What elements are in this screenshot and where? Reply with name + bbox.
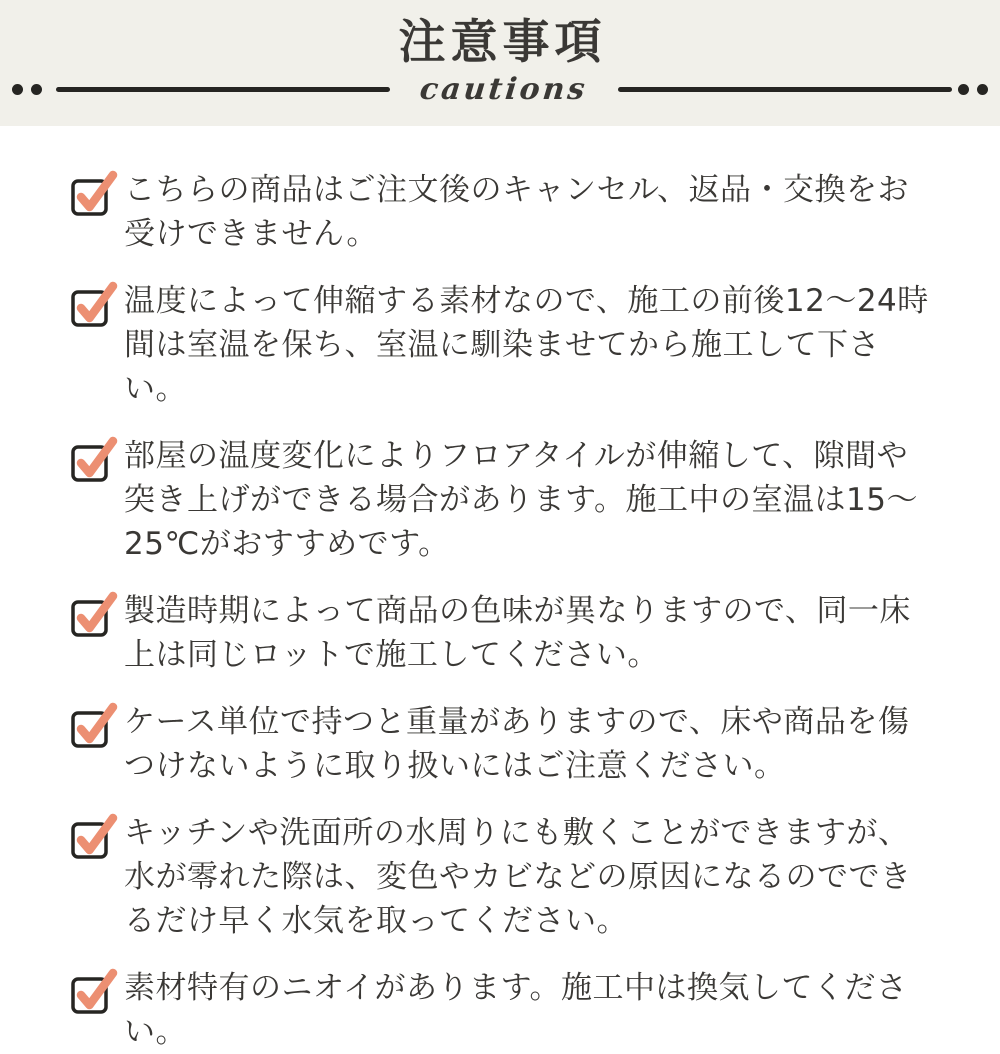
caution-text: 素材特有のニオイがあります。施工中は換気してください。 xyxy=(124,970,908,1050)
checkbox-checked-icon xyxy=(70,434,118,482)
list-item xyxy=(70,589,940,677)
list-item xyxy=(70,279,940,411)
header xyxy=(0,0,1000,126)
checkbox-checked-icon xyxy=(70,589,118,637)
caution-text: 製造時期によって商品の色味が異なりますので、同一床上は同じロットで施工してください。 xyxy=(124,593,911,673)
dot-icon xyxy=(977,84,988,95)
divider-line xyxy=(56,87,390,92)
caution-text: 部屋の温度変化によりフロアタイルが伸縮して、隙間や突き上げができる場合があります。施工中の室温は15〜25℃がおすすめです。 xyxy=(124,438,918,562)
checkbox-checked-icon xyxy=(70,811,118,859)
caution-text: 温度によって伸縮する素材なので、施工の前後12〜24時間は室温を保ち、室温に馴染ませてから施工して下さい。 xyxy=(124,283,929,407)
divider-line xyxy=(618,87,952,92)
list-item xyxy=(70,966,940,1054)
dot-icon xyxy=(958,84,969,95)
subtitle-cautions: cautions xyxy=(418,71,590,107)
list-item xyxy=(70,434,940,566)
checkbox-checked-icon xyxy=(70,966,118,1014)
page-title: 注意事項 xyxy=(398,15,607,70)
list-item xyxy=(70,811,940,943)
cautions-list xyxy=(0,126,1000,1054)
caution-text: こちらの商品はご注文後のキャンセル、返品・交換をお受けできません。 xyxy=(124,172,910,252)
checkbox-checked-icon xyxy=(70,279,118,327)
divider xyxy=(0,72,1000,106)
list-item xyxy=(70,168,940,256)
list-item xyxy=(70,700,940,788)
dot-icon xyxy=(12,84,23,95)
checkbox-checked-icon xyxy=(70,168,118,216)
checkbox-checked-icon xyxy=(70,700,118,748)
caution-text: ケース単位で持つと重量がありますので、床や商品を傷つけないように取り扱いにはご注意ください。 xyxy=(124,704,910,784)
dot-icon xyxy=(31,84,42,95)
caution-text: キッチンや洗面所の水周りにも敷くことができますが、水が零れた際は、変色やカビなどの原因になるのでできるだけ早く水気を取ってください。 xyxy=(124,815,912,939)
